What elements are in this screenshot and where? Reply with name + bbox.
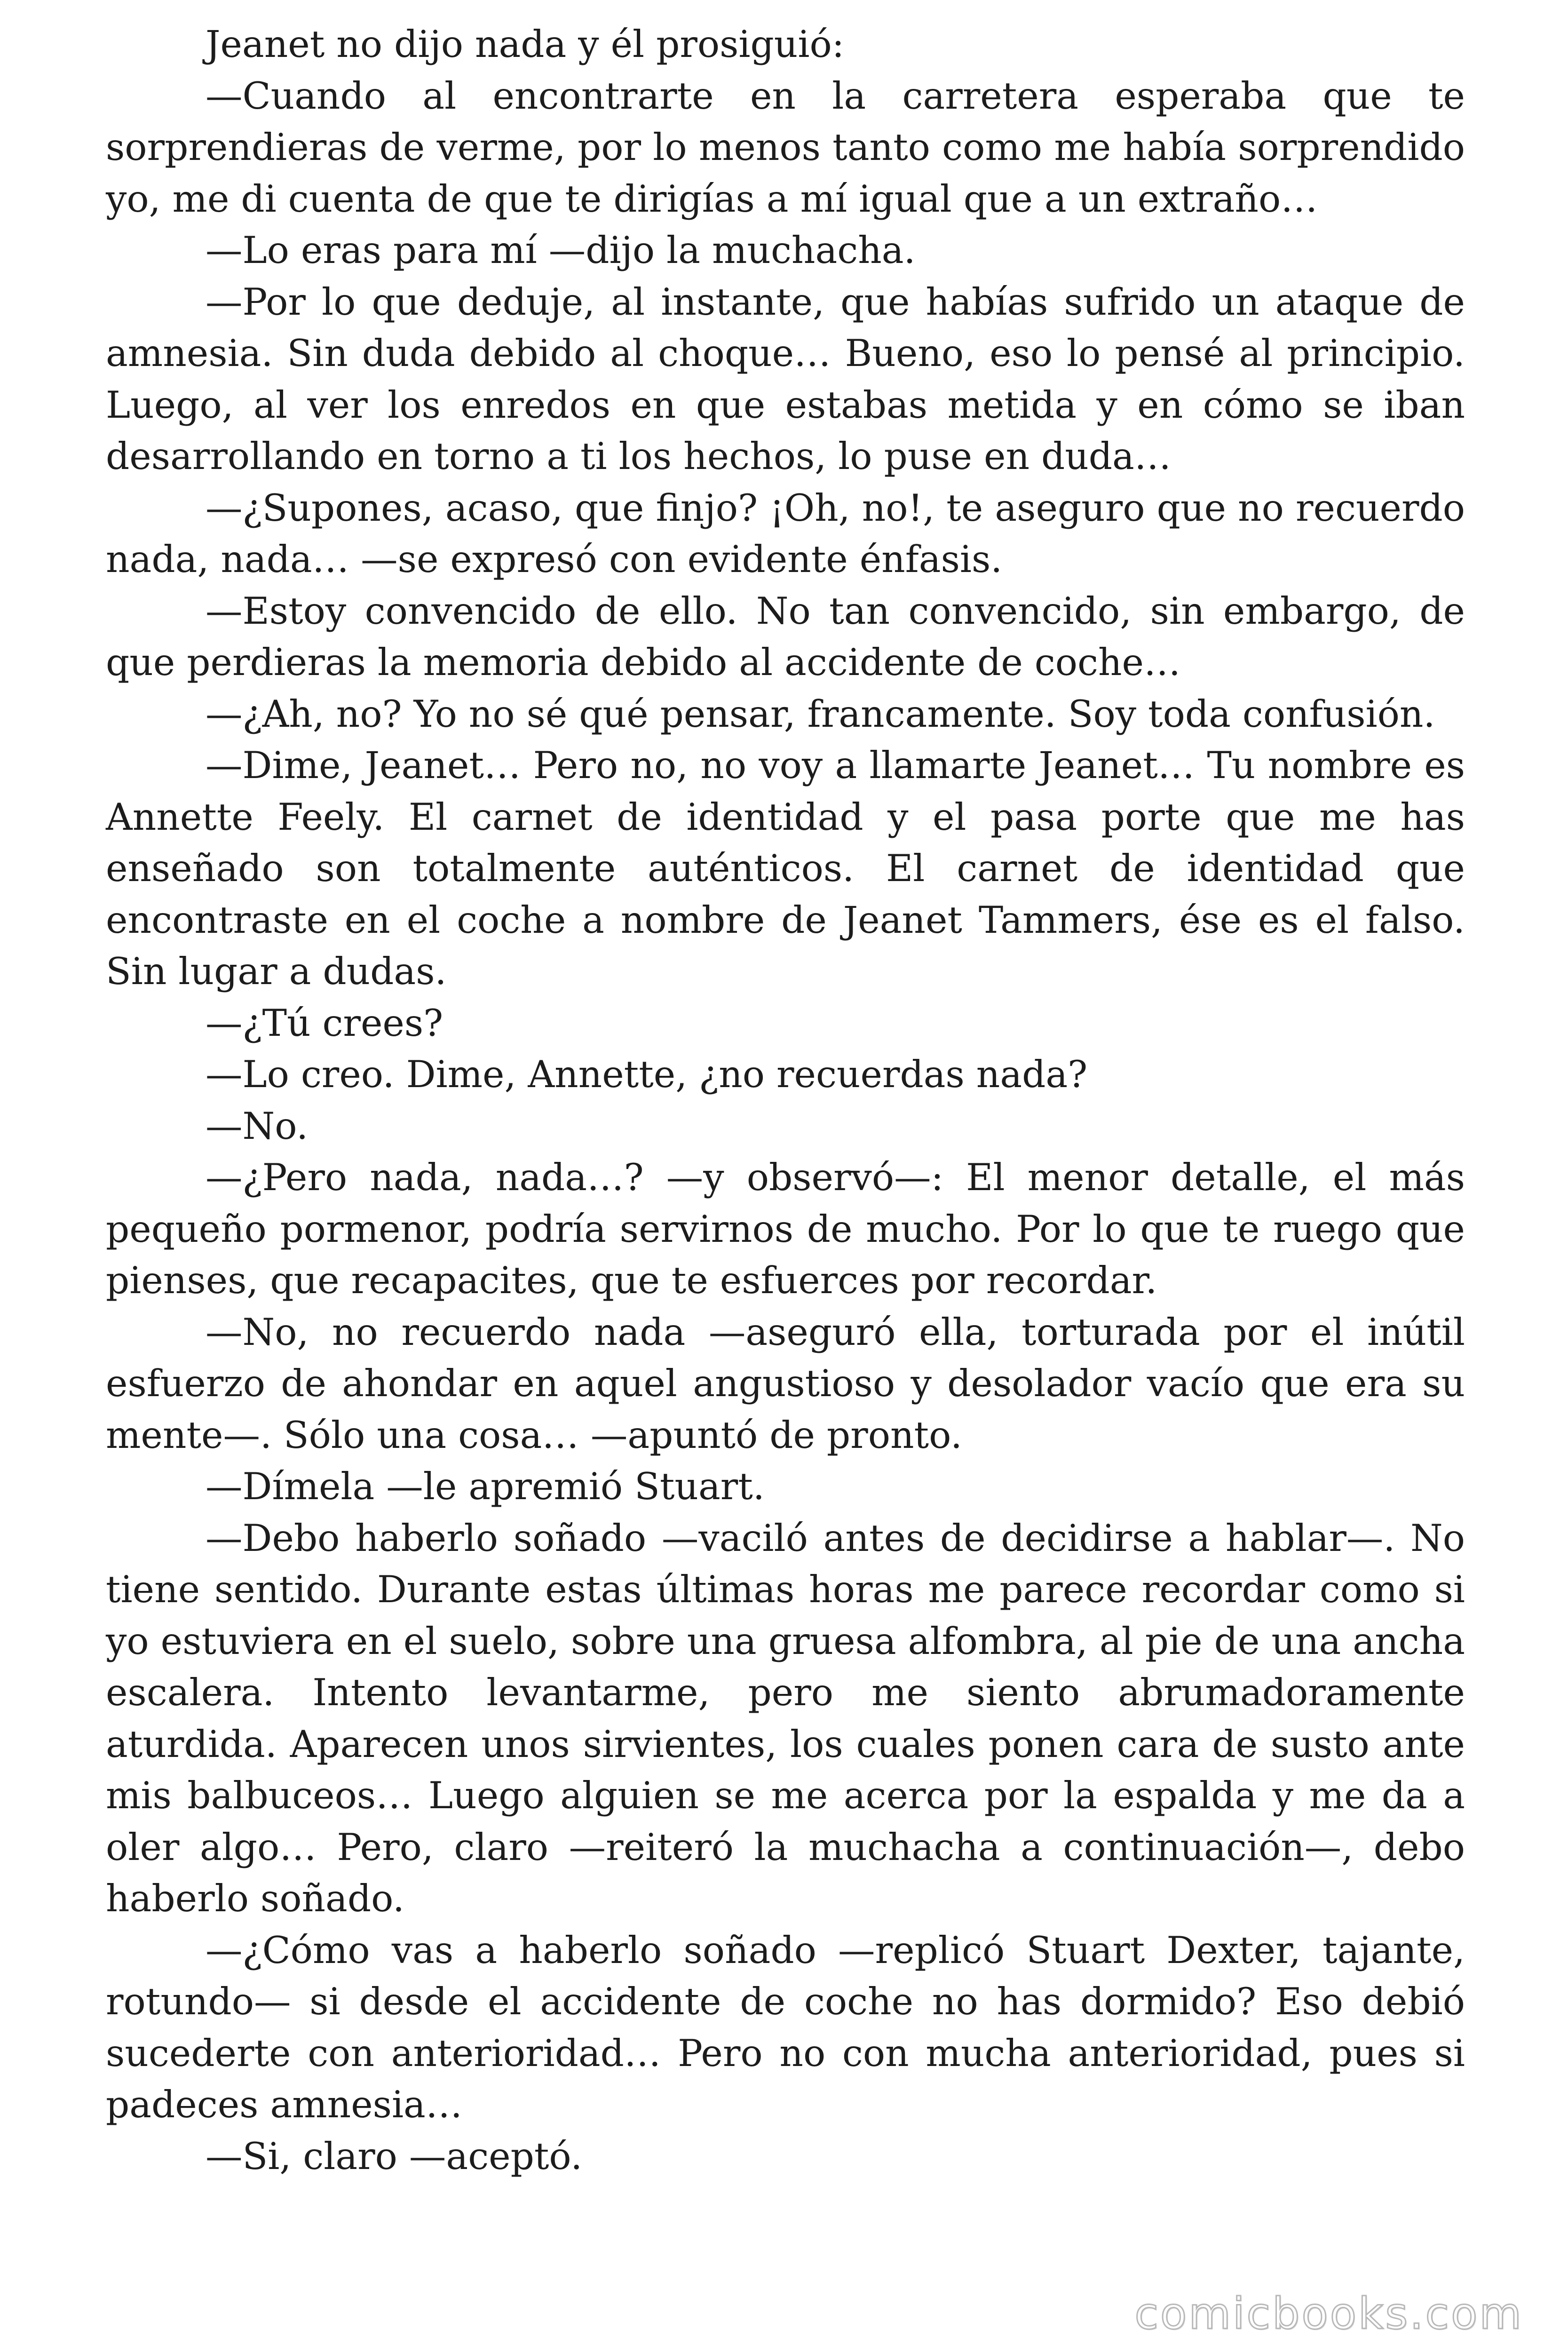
- paragraph: —¿Pero nada, nada…? —y observó—: El menor detalle, el más pequeño pormenor, podría servirnos de mucho. Por lo que te ruego que pienses, que recapacites, que te esfuerces por recordar.: [106, 1156, 1465, 1302]
- paragraph: —¿Supones, acaso, que finjo? ¡Oh, no!, te aseguro que no recuerdo nada, nada… —se expresó con evidente énfasis.: [106, 486, 1465, 581]
- paragraph: —Dime, Jeanet… Pero no, no voy a llamarte Jeanet… Tu nombre es Annette Feely. El carnet de identidad y el pasa porte que me has enseñado son totalmente auténticos. El carnet de identidad que encontraste en el coche a nombre de Jeanet Tammers, ése es el falso. Sin lugar a dudas.: [106, 744, 1465, 993]
- body-text: [106, 19, 1465, 2182]
- paragraph: —No, no recuerdo nada —aseguró ella, torturada por el inútil esfuerzo de ahondar en aquel angustioso y desolador vacío que era su mente—. Sólo una cosa… —apuntó de pronto.: [106, 1310, 1465, 1457]
- paragraph: —Dímela —le apremió Stuart.: [206, 1465, 765, 1508]
- paragraph: —¿Ah, no? Yo no sé qué pensar, francamente. Soy toda confusión.: [206, 692, 1435, 736]
- paragraph: Jeanet no dijo nada y él prosiguió:: [206, 23, 845, 66]
- paragraph: —Cuando al encontrarte en la carretera esperaba que te sorprendieras de verme, por lo menos tanto como me había sorprendido yo, me di cuenta de que te dirigías a mí igual que a un extraño…: [106, 74, 1465, 221]
- paragraph: —Lo eras para mí —dijo la muchacha.: [206, 229, 916, 272]
- paragraph: —¿Cómo vas a haberlo soñado —replicó Stuart Dexter, tajante, rotundo— si desde el accidente de coche no has dormido? Eso debió sucederte con anterioridad… Pero no con mucha anterioridad, pues si padeces amnesia…: [106, 1928, 1465, 2126]
- paragraph: —Estoy convencido de ello. No tan convencido, sin embargo, de que perdieras la memoria debido al accidente de coche…: [106, 589, 1465, 684]
- paragraph: —Lo creo. Dime, Annette, ¿no recuerdas nada?: [206, 1053, 1088, 1096]
- paragraph: —No.: [206, 1104, 309, 1148]
- paragraph: —¿Tú crees?: [206, 1001, 443, 1045]
- paragraph: —Por lo que deduje, al instante, que habías sufrido un ataque de amnesia. Sin duda debido al choque… Bueno, eso lo pensé al principio. Luego, al ver los enredos en que estabas metida y en cómo se iban desarrollando en torno a ti los hechos, lo puse en duda…: [106, 280, 1465, 478]
- paragraph: —Si, claro —aceptó.: [206, 2134, 583, 2178]
- watermark: comicbooks.com: [1134, 2288, 1523, 2339]
- paragraph: —Debo haberlo soñado —vaciló antes de decidirse a hablar—. No tiene sentido. Durante estas últimas horas me parece recordar como si yo estuviera en el suelo, sobre una gruesa alfombra, al pie de una ancha escalera. Intento levantarme, pero me siento abrumadoramente aturdida. Aparecen unos sirvientes, los cuales ponen cara de susto ante mis balbuceos… Luego alguien se me acerca por la espalda y me da a oler algo… Pero, claro —reiteró la muchacha a continuación—, debo haberlo soñado.: [106, 1516, 1465, 1920]
